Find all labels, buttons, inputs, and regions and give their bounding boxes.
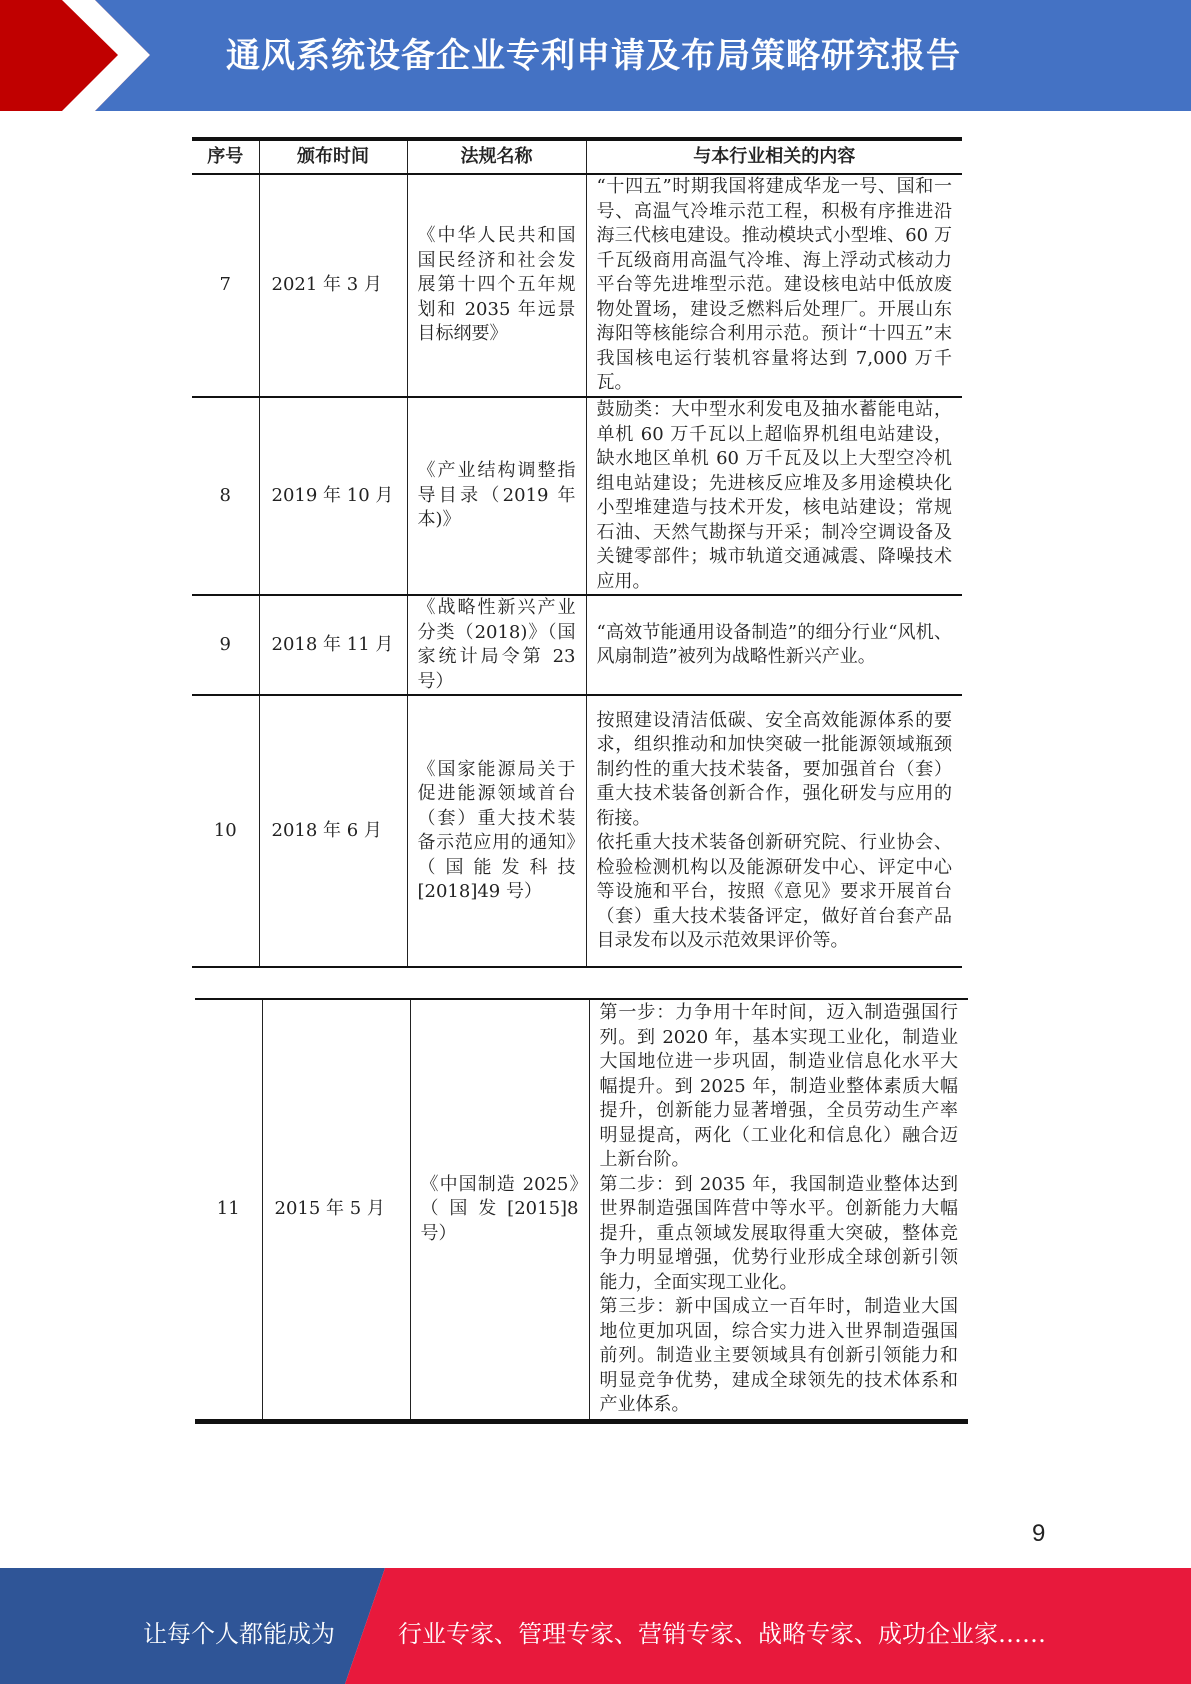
content-paragraph: 第二步：到 2035 年，我国制造业整体达到世界制造强国阵营中等水平。创新能力大幅提升，重点领域发展取得重大突破，整体竞争力明显增强，优势行业形成全球创新引领能力，全面实现工业化。 [599, 1173, 958, 1293]
content-paragraph: 第三步：新中国成立一百年时，制造业大国地位更加巩固，综合实力进入世界制造强国前列。制造业主要领域具有创新引领能力和明显竞争优势，建成全球领先的技术体系和产业体系。 [599, 1296, 958, 1415]
table-row [192, 397, 962, 595]
column-header-name: 法规名称 [407, 139, 586, 174]
row-content [586, 695, 962, 967]
report-title: 通风系统设备企业专利申请及布局策略研究报告 [226, 36, 961, 76]
table-row [192, 695, 962, 967]
row-content: 鼓励类：大中型水利发电及抽水蓄能电站，单机 60 万千瓦以上超临界机组电站建设，缺水地区单机 60 万千瓦及以上大型空冷机组电站建设；先进核反应堆及多用途模块化小型堆建造与技术开发，核电站建设；常规石油、天然气勘探与开采；制冷空调设备及关键零部件；城市轨道交通减震、降噪技术应用。 [586, 397, 962, 595]
table-row [195, 999, 968, 1421]
table-row [192, 595, 962, 695]
row-number: 8 [192, 397, 259, 595]
row-date: 2018 年 11 月 [259, 595, 407, 695]
row-number: 10 [192, 695, 259, 967]
row-content: “高效节能通用设备制造”的细分行业“风机、风扇制造”被列为战略性新兴产业。 [586, 595, 962, 695]
row-number: 9 [192, 595, 259, 695]
table-row [192, 174, 962, 397]
column-header-date: 颁布时间 [259, 139, 407, 174]
content-paragraph: 按照建设清洁低碳、安全高效能源体系的要求，组织推动和加快突破一批能源领域瓶颈制约性的重大技术装备，要加强首台（套）重大技术装备创新合作，强化研发与应用的衔接。 [596, 709, 952, 829]
content-paragraph: 依托重大技术装备创新研究院、行业协会、检验检测机构以及能源研发中心、评定中心等设施和平台，按照《意见》要求开展首台（套）重大技术装备评定，做好首台套产品目录发布以及示范效果评价等。 [596, 832, 952, 951]
row-regulation-name: 《产业结构调整指导目录（2019 年本)》 [407, 397, 586, 595]
row-date: 2021 年 3 月 [259, 174, 407, 397]
row-number: 7 [192, 174, 259, 397]
footer-slogan-left: 让每个人都能成为 [143, 1620, 335, 1648]
row-content [589, 999, 968, 1421]
row-regulation-name: 《中华人民共和国国民经济和社会发展第十四个五年规划和 2035 年远景目标纲要》 [407, 174, 586, 397]
row-content: “十四五”时期我国将建成华龙一号、国和一号、高温气冷堆示范工程，积极有序推进沿海三代核电建设。推动模块式小型堆、60 万千瓦级商用高温气冷堆、海上浮动式核动力平台等先进堆型示范。建设核电站中低放废物处置场，建设乏燃料后处理厂。开展山东海阳等核能综合利用示范。预计“十四五”末我国核电运行装机容量将达到 7,000 万千瓦。 [586, 174, 962, 397]
row-date: 2015 年 5 月 [262, 999, 410, 1421]
row-regulation-name: 《战略性新兴产业分类（2018)》（国家统计局令第 23 号） [407, 595, 586, 695]
column-header-content: 与本行业相关的内容 [586, 139, 962, 174]
row-number: 11 [195, 999, 262, 1421]
row-regulation-name: 《中国制造 2025》（国发[2015]8 号） [410, 999, 589, 1421]
page-footer [0, 1568, 1191, 1684]
row-date: 2019 年 10 月 [259, 397, 407, 595]
row-date: 2018 年 6 月 [259, 695, 407, 967]
regulation-table [192, 137, 962, 968]
page-number: 9 [1032, 1520, 1046, 1547]
row-regulation-name: 《国家能源局关于促进能源领域首台（套）重大技术装备示范应用的通知》（国能发科技[2018]49 号） [407, 695, 586, 967]
page-header [0, 0, 1191, 111]
regulation-table-continued [195, 998, 968, 1424]
table-header-row [192, 139, 962, 174]
content-paragraph: 第一步：力争用十年时间，迈入制造强国行列。到 2020 年，基本实现工业化，制造业大国地位进一步巩固，制造业信息化水平大幅提升。到 2025 年，制造业整体素质大幅提升，创新能力显著增强，全员劳动生产率明显提高，两化（工业化和信息化）融合迈上新台阶。 [599, 1002, 958, 1170]
column-header-no: 序号 [192, 139, 259, 174]
footer-slogan-right: 行业专家、管理专家、营销专家、战略专家、成功企业家…… [398, 1620, 1046, 1648]
